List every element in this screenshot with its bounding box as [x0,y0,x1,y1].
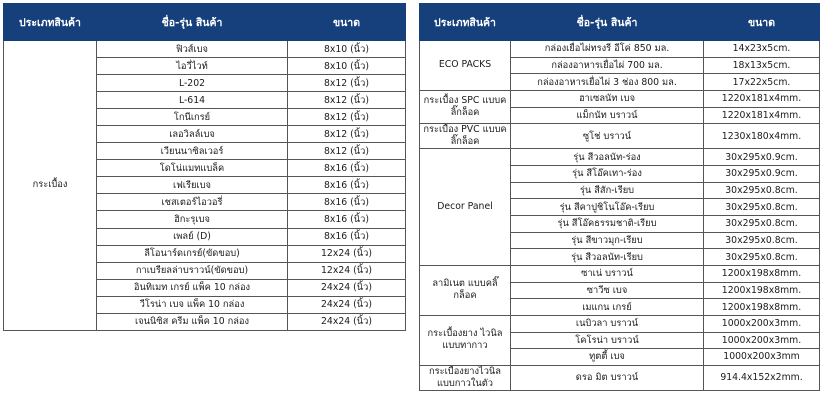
size-cell: 12x24 (นิ้ว) [288,245,406,262]
size-cell: 1200x198x8mm. [704,265,820,282]
size-cell: 24x24 (นิ้ว) [288,296,406,313]
product-name-cell: ลีโอนาร์ดเกรย์(ขัดขอบ) [97,245,288,262]
size-cell: 1000x200x3mm. [704,315,820,332]
product-name-cell: โดโน่แมทแบล็ค [97,160,288,177]
category-cell: กระเบื้อง PVC แบบคลิ๊กล็อค [420,124,511,149]
size-cell: 8x16 (นิ้ว) [288,194,406,211]
category-cell: ลามิเนต แบบคลิ๊กล็อค [420,265,511,315]
size-cell: 1220x181x4mm. [704,107,820,124]
product-name-cell: L-202 [97,75,288,92]
product-name-cell: กล่องอาหารเยื่อไผ่ 700 มล. [511,57,704,74]
product-name-cell: เชสเตอร์ไอวอรี่ [97,194,288,211]
size-cell: 8x16 (นิ้ว) [288,177,406,194]
header-category: ประเภทสินค้า [420,4,511,41]
category-cell: กระเบื้อง [4,41,97,331]
product-name-cell: L-614 [97,92,288,109]
table-body [420,41,820,391]
category-cell: ECO PACKS [420,41,511,91]
product-name-cell: ทูตตี้ เบจ [511,349,704,366]
size-cell: 1230x180x4mm. [704,124,820,149]
product-name-cell: เพลย์ (D) [97,228,288,245]
size-cell: 30x295x0.8cm. [704,232,820,249]
product-name-cell: ดรอ มิต บราวน์ [511,365,704,390]
table-row [420,315,820,332]
product-name-cell: โคโรน่า บราวน์ [511,332,704,349]
size-cell: 8x10 (นิ้ว) [288,41,406,58]
size-cell: 24x24 (นิ้ว) [288,313,406,330]
size-cell: 1220x181x4mm. [704,90,820,107]
table-row [420,365,820,390]
product-name-cell: รุ่น สีโอ๊คธรรมชาติ-เรียบ [511,215,704,232]
product-name-cell: ซูโช่ บราวน์ [511,124,704,149]
product-name-cell: กล่องเยื่อไผ่ทรงรี อีโค่ 850 มล. [511,41,704,58]
product-name-cell: ฮาเซลนัท เบจ [511,90,704,107]
size-cell: 18x13x5cm. [704,57,820,74]
category-cell: กระเบื้องยางไวนิล แบบกาวในตัว [420,365,511,390]
product-name-cell: เมแกน เกรย์ [511,299,704,316]
product-name-cell: รุ่น สีสัก-เรียบ [511,182,704,199]
table-row [420,265,820,282]
product-name-cell: กล่องอาหารเยื่อไผ่ 3 ช่อง 800 มล. [511,74,704,91]
product-name-cell: เฟเรียเบจ [97,177,288,194]
size-cell: 8x12 (นิ้ว) [288,126,406,143]
header-category: ประเภทสินค้า [4,4,97,41]
product-name-cell: รุ่น สีคาปูชิโนโอ๊ค-เรียบ [511,199,704,216]
header-product-name: ชื่อ-รุ่น สินค้า [97,4,288,41]
table-row [4,41,406,58]
product-name-cell: ฟิวส์เบจ [97,41,288,58]
table-row [420,149,820,166]
size-cell: 1200x198x8mm. [704,282,820,299]
category-cell: Decor Panel [420,149,511,266]
product-name-cell: เลอวิลล์เบจ [97,126,288,143]
size-cell: 30x295x0.9cm. [704,165,820,182]
size-cell: 12x24 (นิ้ว) [288,262,406,279]
size-cell: 1200x198x8mm. [704,299,820,316]
size-cell: 14x23x5cm. [704,41,820,58]
product-name-cell: ไอวี่ไวท์ [97,58,288,75]
product-name-cell: ฮิกะรุเบจ [97,211,288,228]
tile-product-table [3,3,406,331]
table-header-row [4,4,406,41]
product-name-cell: กาเบรียลล่าบราวน์(ขัดขอบ) [97,262,288,279]
size-cell: 30x295x0.8cm. [704,249,820,266]
category-cell: กระเบื้อง SPC แบบคลิ๊กล็อค [420,90,511,123]
size-cell: 914.4x152x2mm. [704,365,820,390]
product-name-cell: อินทิเมท เกรย์ แพ็ค 10 กล่อง [97,279,288,296]
size-cell: 1000x200x3mm [704,349,820,366]
table-header-row [420,4,820,41]
product-name-cell: เวียนนาซิลเวอร์ [97,143,288,160]
table-row [420,41,820,58]
size-cell: 24x24 (นิ้ว) [288,279,406,296]
product-name-cell: รุ่น สีขาวมุก-เรียบ [511,232,704,249]
product-name-cell: ซาวีซ เบจ [511,282,704,299]
product-name-cell: ซาเน่ บราวน์ [511,265,704,282]
size-cell: 8x12 (นิ้ว) [288,143,406,160]
size-cell: 8x16 (นิ้ว) [288,211,406,228]
size-cell: 8x12 (นิ้ว) [288,109,406,126]
size-cell: 30x295x0.9cm. [704,149,820,166]
size-cell: 8x10 (นิ้ว) [288,58,406,75]
product-name-cell: แม็กนัท บราวน์ [511,107,704,124]
size-cell: 8x12 (นิ้ว) [288,75,406,92]
table-row [420,124,820,149]
product-name-cell: รุ่น สีวอลนัท-ร่อง [511,149,704,166]
product-name-cell: วีโรน่า เบจ แพ็ค 10 กล่อง [97,296,288,313]
table-row [420,90,820,107]
size-cell: 30x295x0.8cm. [704,215,820,232]
size-cell: 30x295x0.8cm. [704,182,820,199]
size-cell: 17x22x5cm. [704,74,820,91]
header-product-name: ชื่อ-รุ่น สินค้า [511,4,704,41]
product-name-cell: รุ่น สีโอ๊คเทา-ร่อง [511,165,704,182]
product-name-cell: เจนนิซิส ครีม แพ็ค 10 กล่อง [97,313,288,330]
product-name-cell: รุ่น สีวอลนัท-เรียบ [511,249,704,266]
size-cell: 8x16 (นิ้ว) [288,160,406,177]
other-product-table [419,3,820,391]
size-cell: 8x16 (นิ้ว) [288,228,406,245]
product-name-cell: เนบิวลา บราวน์ [511,315,704,332]
table-body [4,41,406,331]
product-name-cell: โกนีเกรย์ [97,109,288,126]
size-cell: 8x12 (นิ้ว) [288,92,406,109]
size-cell: 1000x200x3mm. [704,332,820,349]
category-cell: กระเบื้องยาง ไวนิล แบบทากาว [420,315,511,365]
size-cell: 30x295x0.8cm. [704,199,820,216]
header-size: ขนาด [704,4,820,41]
header-size: ขนาด [288,4,406,41]
